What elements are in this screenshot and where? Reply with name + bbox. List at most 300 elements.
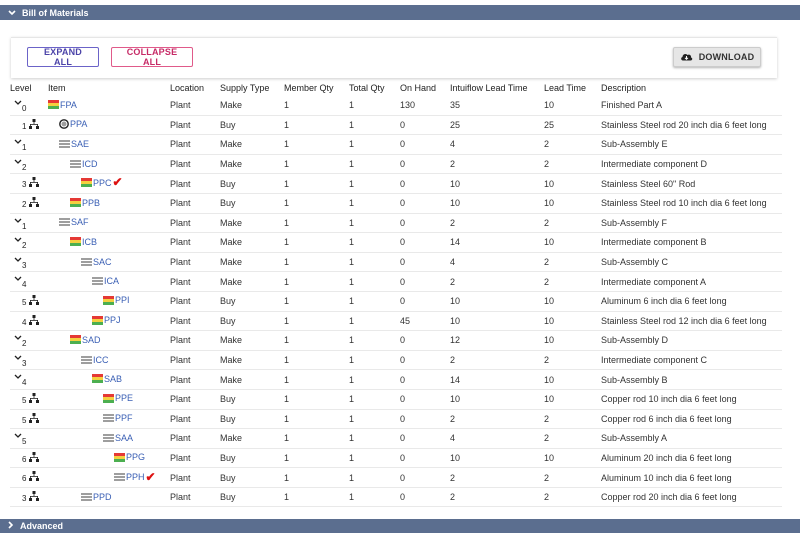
on-hand-cell: 0 [400,272,450,292]
level-cell [10,96,48,115]
intuiflow-lead-time-cell: 12 [450,331,544,351]
intuiflow-lead-time-cell: 14 [450,370,544,390]
item-code: FPA [60,99,77,110]
item-link[interactable] [48,355,109,365]
total-qty-cell: 1 [349,468,400,488]
item-cell [48,233,170,253]
description-cell: Stainless Steel rod 20 inch dia 6 feet long [601,115,782,135]
location-cell: Plant [170,174,220,194]
table-row [10,233,782,253]
level-cell [10,193,48,213]
item-cell [48,174,170,194]
intuiflow-lead-time-cell: 4 [450,429,544,449]
member-qty-cell: 1 [284,350,349,370]
table-row [10,389,782,409]
supply-type-cell: Buy [220,174,284,194]
total-qty-cell: 1 [349,409,400,429]
member-qty-cell: 1 [284,233,349,253]
buffer-status-icon [103,394,114,403]
level-number: 4 [22,378,27,388]
item-link[interactable] [48,217,89,227]
member-qty-cell: 1 [284,487,349,507]
description-cell: Aluminum 10 inch dia 6 feet long [601,468,782,488]
part-list-icon [70,160,81,168]
intuiflow-lead-time-cell: 2 [450,468,544,488]
lead-time-cell: 10 [544,448,601,468]
item-link[interactable] [48,295,130,305]
description-cell: Aluminum 20 inch dia 6 feet long [601,448,782,468]
description-cell: Copper rod 6 inch dia 6 feet long [601,409,782,429]
item-link[interactable] [48,315,121,325]
on-hand-cell: 45 [400,311,450,331]
item-cell [48,448,170,468]
level-cell [10,448,48,468]
part-list-icon [59,140,70,148]
table-row [10,409,782,429]
col-header-description[interactable]: Description [601,83,647,93]
supply-type-cell: Make [220,233,284,253]
lead-time-cell: 10 [544,193,601,213]
hierarchy-tree-icon[interactable] [29,119,39,131]
level-number: 2 [22,241,27,251]
table-header-row [10,80,782,96]
lead-time-cell: 2 [544,350,601,370]
total-qty-cell: 1 [349,448,400,468]
location-cell: Plant [170,213,220,233]
supply-type-cell: Make [220,135,284,155]
table-row [10,370,782,390]
table-row [10,252,782,272]
expand-chevron-icon[interactable] [14,333,22,343]
level-number: 3 [22,260,27,270]
location-cell: Plant [170,311,220,331]
item-cell [48,154,170,174]
description-cell: Stainless Steel rod 10 inch dia 6 feet long [601,193,782,213]
expand-chevron-icon[interactable] [14,353,22,363]
lead-time-cell: 10 [544,96,601,115]
table-row [10,350,782,370]
level-number: 0 [22,104,27,113]
expand-chevron-icon[interactable] [14,137,22,147]
col-header-lead-time[interactable]: Lead Time [544,83,587,93]
expand-chevron-icon[interactable] [14,157,22,167]
supply-type-cell: Make [220,331,284,351]
on-hand-cell: 0 [400,409,450,429]
item-code: SAF [71,217,89,228]
part-list-icon [114,473,125,481]
lead-time-cell: 10 [544,174,601,194]
expand-chevron-icon[interactable] [14,255,22,265]
item-cell [48,252,170,272]
member-qty-cell: 1 [284,468,349,488]
collapse-all-button[interactable]: COLLAPSE ALL [111,47,193,67]
item-link[interactable] [48,469,156,484]
part-list-icon [81,356,92,364]
level-number: 4 [22,280,27,290]
supply-type-cell: Buy [220,291,284,311]
item-cell [48,193,170,213]
bom-table [10,80,782,507]
supply-type-cell: Buy [220,115,284,135]
member-qty-cell: 1 [284,331,349,351]
total-qty-cell: 1 [349,96,400,115]
expand-chevron-icon[interactable] [14,431,22,441]
lead-time-cell: 2 [544,468,601,488]
intuiflow-lead-time-cell: 4 [450,252,544,272]
location-cell: Plant [170,115,220,135]
col-header-item[interactable]: Item [48,83,66,93]
lead-time-cell: 2 [544,135,601,155]
intuiflow-lead-time-cell: 2 [450,350,544,370]
on-hand-cell: 0 [400,487,450,507]
item-cell [48,409,170,429]
level-number: 3 [22,180,27,190]
expand-all-button[interactable]: EXPAND ALL [27,47,99,67]
intuiflow-lead-time-cell: 10 [450,311,544,331]
lead-time-cell: 2 [544,213,601,233]
item-link[interactable] [48,492,112,502]
intuiflow-lead-time-cell: 25 [450,115,544,135]
total-qty-cell: 1 [349,331,400,351]
item-code: SAC [93,256,112,267]
checkmark-icon: ✔ [112,175,123,190]
lead-time-cell: 2 [544,252,601,272]
total-qty-cell: 1 [349,174,400,194]
level-number: 2 [22,162,27,172]
item-code: PPI [115,295,130,306]
on-hand-cell: 0 [400,233,450,253]
level-cell [10,350,48,370]
table-row [10,272,782,292]
member-qty-cell: 1 [284,370,349,390]
item-cell [48,487,170,507]
hierarchy-tree-icon[interactable] [29,452,39,464]
intuiflow-lead-time-cell: 10 [450,389,544,409]
buffer-status-icon [70,237,81,246]
part-list-icon [103,434,114,442]
hierarchy-tree-icon[interactable] [29,295,39,307]
on-hand-cell: 0 [400,291,450,311]
item-code: PPH [126,472,145,483]
download-label: DOWNLOAD [698,52,755,62]
location-cell: Plant [170,272,220,292]
location-cell: Plant [170,487,220,507]
hierarchy-tree-icon[interactable] [29,315,39,327]
member-qty-cell: 1 [284,193,349,213]
col-header-location[interactable]: Location [170,83,205,93]
level-cell [10,389,48,409]
item-code: PPF [115,413,133,424]
part-list-icon [92,277,103,285]
item-cell [48,96,170,115]
item-cell [48,115,170,135]
table-row [10,291,782,311]
description-cell: Intermediate component A [601,272,782,292]
on-hand-cell: 0 [400,115,450,135]
on-hand-cell: 0 [400,468,450,488]
item-link[interactable] [48,175,123,190]
on-hand-cell: 0 [400,193,450,213]
col-header-member-qty[interactable]: Member Qty [284,83,334,93]
col-header-supply-type[interactable]: Supply Type [220,83,270,93]
hierarchy-tree-icon[interactable] [29,491,39,503]
description-cell: Copper rod 10 inch dia 6 feet long [601,389,782,409]
item-code: ICB [82,236,98,247]
expand-chevron-icon[interactable] [14,216,22,226]
hierarchy-tree-icon[interactable] [29,471,39,483]
member-qty-cell: 1 [284,252,349,272]
table-row [10,96,782,115]
supply-type-cell: Make [220,154,284,174]
level-cell [10,331,48,351]
item-cell [48,272,170,292]
level-cell [10,252,48,272]
item-cell [48,213,170,233]
expand-chevron-icon[interactable] [14,235,22,245]
lead-time-cell: 25 [544,115,601,135]
description-cell: Copper rod 20 inch dia 6 feet long [601,487,782,507]
table-row [10,115,782,135]
item-link[interactable] [48,119,87,129]
buffer-status-icon [92,374,103,383]
toolbar [11,37,777,78]
location-cell: Plant [170,350,220,370]
member-qty-cell: 1 [284,429,349,449]
description-cell: Sub-Assembly F [601,213,782,233]
lead-time-cell: 10 [544,233,601,253]
level-cell [10,233,48,253]
level-cell [10,409,48,429]
total-qty-cell: 1 [349,154,400,174]
description-cell: Finished Part A [601,96,782,115]
item-link[interactable] [48,237,97,247]
on-hand-cell: 0 [400,389,450,409]
item-link[interactable] [48,374,122,384]
item-link[interactable] [48,452,145,462]
item-code: SAA [115,432,134,443]
item-link[interactable] [48,100,77,110]
lead-time-cell: 10 [544,311,601,331]
section-title: Bill of Materials [22,7,89,18]
item-cell [48,350,170,370]
on-hand-cell: 0 [400,135,450,155]
item-code: ICD [82,158,98,169]
hierarchy-tree-icon[interactable] [29,393,39,405]
bom-section-header[interactable] [0,5,800,20]
total-qty-cell: 1 [349,291,400,311]
item-link[interactable] [48,276,119,286]
level-cell [10,370,48,390]
hierarchy-tree-icon[interactable] [29,197,39,209]
buffer-status-icon [81,178,92,187]
description-cell: Aluminum 6 inch dia 6 feet long [601,291,782,311]
hierarchy-tree-icon[interactable] [29,177,39,189]
supply-type-cell: Buy [220,487,284,507]
location-cell: Plant [170,252,220,272]
item-code: PPB [82,197,101,208]
item-code: SAD [82,334,101,345]
supply-type-cell: Buy [220,409,284,429]
description-cell: Sub-Assembly A [601,429,782,449]
table-row [10,135,782,155]
table-row [10,174,782,194]
target-circle-icon [59,119,69,129]
total-qty-cell: 1 [349,487,400,507]
item-code: SAE [71,138,90,149]
supply-type-cell: Make [220,350,284,370]
description-cell: Sub-Assembly B [601,370,782,390]
lead-time-cell: 10 [544,291,601,311]
total-qty-cell: 1 [349,311,400,331]
member-qty-cell: 1 [284,272,349,292]
total-qty-cell: 1 [349,429,400,449]
location-cell: Plant [170,193,220,213]
item-link[interactable] [48,139,89,149]
item-link[interactable] [48,393,133,403]
item-link[interactable] [48,159,98,169]
col-header-total-qty[interactable]: Total Qty [349,83,385,93]
lead-time-cell: 10 [544,370,601,390]
total-qty-cell: 1 [349,213,400,233]
level-number: 1 [22,143,27,153]
expand-chevron-icon[interactable] [14,98,22,108]
item-code: PPE [115,393,134,404]
buffer-status-icon [70,198,81,207]
level-number: 1 [22,121,27,131]
description-cell: Stainless Steel rod 12 inch dia 6 feet long [601,311,782,331]
chevron-down-icon[interactable] [8,8,16,18]
location-cell: Plant [170,331,220,351]
level-number: 4 [22,317,27,327]
level-number: 5 [22,297,27,307]
item-link[interactable] [48,433,133,443]
item-code: PPD [93,491,112,502]
table-row [10,213,782,233]
location-cell: Plant [170,389,220,409]
description-cell: Sub-Assembly D [601,331,782,351]
cloud-download-icon [680,52,693,63]
level-cell [10,272,48,292]
col-header-intuiflow-lead-time[interactable]: Intuiflow Lead Time [450,83,528,93]
buffer-status-icon [92,316,103,325]
intuiflow-lead-time-cell: 2 [450,487,544,507]
total-qty-cell: 1 [349,115,400,135]
on-hand-cell: 130 [400,96,450,115]
description-cell: Intermediate component C [601,350,782,370]
description-cell: Sub-Assembly C [601,252,782,272]
level-cell [10,154,48,174]
location-cell: Plant [170,135,220,155]
supply-type-cell: Make [220,272,284,292]
level-number: 5 [22,415,27,425]
total-qty-cell: 1 [349,193,400,213]
location-cell: Plant [170,468,220,488]
hierarchy-tree-icon[interactable] [29,413,39,425]
chevron-right-icon[interactable] [8,521,14,531]
item-link[interactable] [48,413,133,423]
supply-type-cell: Make [220,252,284,272]
location-cell: Plant [170,96,220,115]
item-cell [48,370,170,390]
level-cell [10,174,48,194]
location-cell: Plant [170,291,220,311]
lead-time-cell: 2 [544,429,601,449]
member-qty-cell: 1 [284,213,349,233]
level-number: 2 [22,339,27,349]
intuiflow-lead-time-cell: 14 [450,233,544,253]
table-row [10,468,782,488]
expand-chevron-icon[interactable] [14,372,22,382]
checkmark-icon: ✔ [145,469,156,484]
item-code: ICC [93,354,109,365]
advanced-title: Advanced [20,521,64,531]
item-cell [48,291,170,311]
location-cell: Plant [170,409,220,429]
advanced-section-header[interactable] [0,519,800,533]
item-link[interactable] [48,257,112,267]
supply-type-cell: Make [220,429,284,449]
level-number: 2 [22,199,27,209]
lead-time-cell: 2 [544,272,601,292]
table-row [10,193,782,213]
lead-time-cell: 10 [544,389,601,409]
buffer-status-icon [48,100,59,109]
level-number: 1 [22,221,27,231]
description-cell: Stainless Steel 60" Rod [601,174,782,194]
level-cell [10,468,48,488]
item-link[interactable] [48,198,100,208]
on-hand-cell: 0 [400,350,450,370]
supply-type-cell: Make [220,370,284,390]
level-number: 5 [22,437,27,447]
member-qty-cell: 1 [284,96,349,115]
item-link[interactable] [48,335,101,345]
item-code: PPC [93,177,112,188]
buffer-status-icon [114,453,125,462]
lead-time-cell: 2 [544,487,601,507]
item-cell [48,389,170,409]
part-list-icon [103,414,114,422]
total-qty-cell: 1 [349,135,400,155]
intuiflow-lead-time-cell: 2 [450,213,544,233]
description-cell: Intermediate component D [601,154,782,174]
supply-type-cell: Buy [220,311,284,331]
table-row [10,429,782,449]
level-number: 6 [22,474,27,484]
item-cell [48,311,170,331]
total-qty-cell: 1 [349,252,400,272]
supply-type-cell: Make [220,96,284,115]
col-header-level[interactable]: Level [10,83,32,93]
level-number: 5 [22,395,27,405]
item-cell [48,135,170,155]
download-button[interactable] [673,47,761,67]
supply-type-cell: Buy [220,193,284,213]
table-row [10,311,782,331]
on-hand-cell: 0 [400,252,450,272]
item-code: PPG [126,452,146,463]
item-cell [48,468,170,488]
level-cell [10,429,48,449]
total-qty-cell: 1 [349,389,400,409]
level-cell [10,311,48,331]
member-qty-cell: 1 [284,409,349,429]
col-header-on-hand[interactable]: On Hand [400,83,437,93]
total-qty-cell: 1 [349,350,400,370]
expand-chevron-icon[interactable] [14,274,22,284]
level-cell [10,213,48,233]
intuiflow-lead-time-cell: 2 [450,272,544,292]
